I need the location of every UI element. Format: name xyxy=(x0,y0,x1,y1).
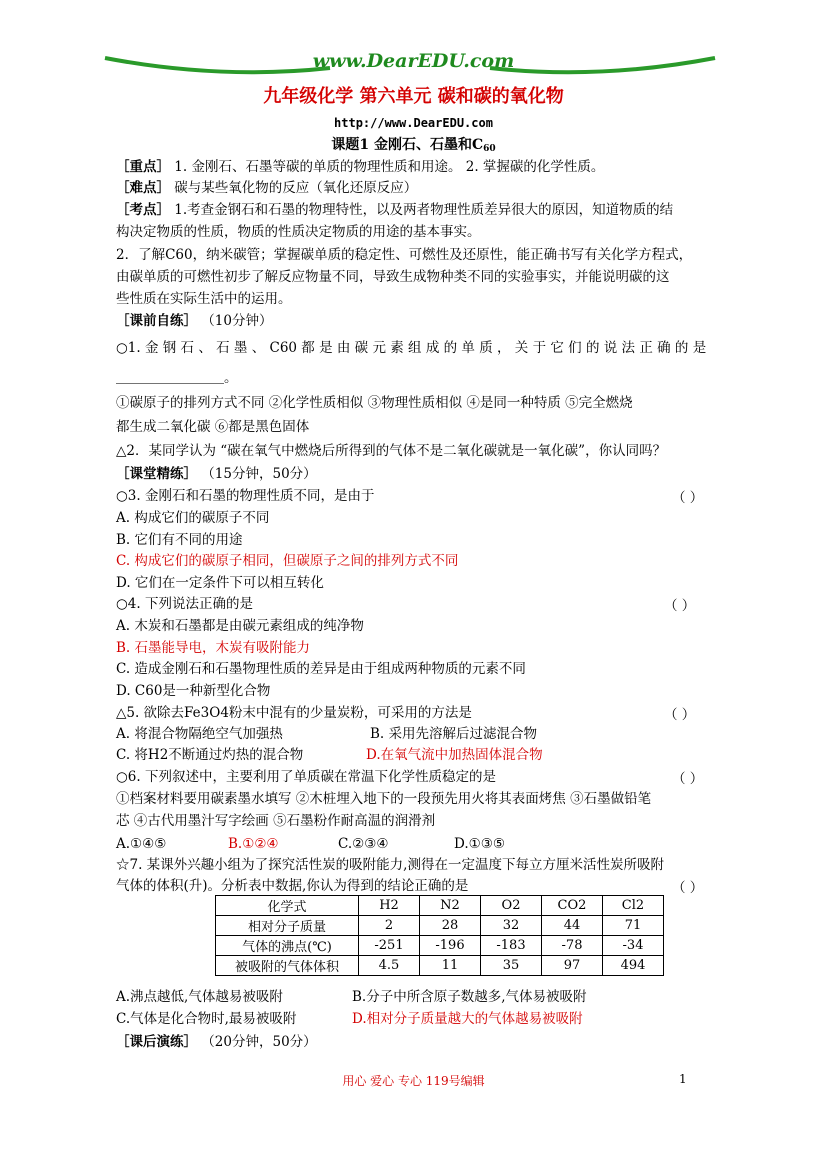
table-cell: 11 xyxy=(420,956,481,976)
exam-text-line: 构决定物质的性质，物质的性质决定物质的用途的基本事实。 xyxy=(116,224,481,240)
question-2: △2．某同学认为 “碳在氧气中燃烧后所得到的气体不是二氧化碳就是一氧化碳”，你认同吗？ xyxy=(116,443,667,459)
table-row xyxy=(216,956,664,976)
option: B.分子中所含原子数越多,气体易被吸附 xyxy=(352,989,587,1005)
key-points: ［重点］ 1. 金刚石、石墨等碳的单质的物理性质和用途。 2. 掌握碳的化学性质。 xyxy=(116,159,605,175)
question-6: ○6. 下列叙述中，主要利用了单质碳在常温下化学性质稳定的是 xyxy=(116,769,496,785)
section-pre-practice: ［课前自练］ （10分钟） xyxy=(116,313,273,329)
table-cell: CO2 xyxy=(542,896,603,916)
question-3: ○3. 金刚石和石墨的物理性质不同，是由于 xyxy=(116,488,375,504)
table-row xyxy=(216,896,664,916)
site-logo-text: www.DearEDU.com xyxy=(312,50,515,72)
table-cell: 被吸附的气体体积 xyxy=(216,956,359,976)
table-cell: -251 xyxy=(359,936,420,956)
question-1-options: 都生成二氧化碳 ⑥都是黑色固体 xyxy=(116,419,310,435)
page-title: 九年级化学 第六单元 碳和碳的氧化物 xyxy=(263,86,564,107)
option: C.气体是化合物时,最易被吸附 xyxy=(116,1011,297,1027)
difficult-points: ［难点］ 碳与某些氧化物的反应（氧化还原反应） xyxy=(116,180,418,196)
question-1-blank: ＿＿＿＿＿＿＿＿。 xyxy=(116,370,238,386)
answer-paren: （ ） xyxy=(672,771,704,787)
option-answer: B.①②④ xyxy=(228,836,279,852)
answer-paren: （ ） xyxy=(672,880,704,896)
answer-paren: （ ） xyxy=(672,490,704,506)
option: B. 采用先溶解后过滤混合物 xyxy=(370,726,538,742)
exam-text-line: 些性质在实际生活中的运用。 xyxy=(116,291,292,307)
question-5: △5. 欲除去Fe3O4粉末中混有的少量炭粉，可采用的方法是 xyxy=(116,705,472,721)
option: C.②③④ xyxy=(338,836,389,852)
table-cell: O2 xyxy=(481,896,542,916)
option: B. 它们有不同的用途 xyxy=(116,532,243,548)
table-cell: 97 xyxy=(542,956,603,976)
lesson-title: 课题1 金刚石、石墨和$C_{60}$ xyxy=(331,137,496,154)
table-cell: 28 xyxy=(420,916,481,936)
table-cell: H2 xyxy=(359,896,420,916)
table-cell: 相对分子质量 xyxy=(216,916,359,936)
option-answer: C. 构成它们的碳原子相同，但碳原子之间的排列方式不同 xyxy=(116,553,459,569)
option-answer: D.相对分子质量越大的气体越易被吸附 xyxy=(352,1011,583,1027)
adsorption-table xyxy=(215,895,664,976)
option: C. 造成金刚石和石墨物理性质的差异是由于组成两种物质的元素不同 xyxy=(116,661,526,677)
table-cell: 32 xyxy=(481,916,542,936)
question-6-text: 芯 ④古代用墨汁写字绘画 ⑤石墨粉作耐高温的润滑剂 xyxy=(116,813,436,829)
question-4: ○4. 下列说法正确的是 xyxy=(116,596,253,612)
table-cell: 35 xyxy=(481,956,542,976)
exam-text-line: 由碳单质的可燃性初步了解反应物量不同，导致生成物种类不同的实验事实，并能说明碳的这 xyxy=(116,269,670,285)
table-cell: -78 xyxy=(542,936,603,956)
table-row xyxy=(216,916,664,936)
option: D.①③⑤ xyxy=(454,836,505,852)
site-url: http://www.DearEDU.com xyxy=(334,116,493,130)
exam-points: ［考点］ 1.考查金钢石和石墨的物理特性，以及两者物理性质差异很大的原因，知道物质的结 xyxy=(116,202,674,218)
question-6-text: ①档案材料要用碳素墨水填写 ②木桩埋入地下的一段预先用火将其表面烤焦 ③石墨做铅笔 xyxy=(116,791,652,807)
page-number: 1 xyxy=(679,1072,687,1086)
option: A. 木炭和石墨都是由碳元素组成的纯净物 xyxy=(116,618,364,634)
table-cell: Cl2 xyxy=(603,896,664,916)
table-cell: 4.5 xyxy=(359,956,420,976)
table-cell: 494 xyxy=(603,956,664,976)
option: D. 它们在一定条件下可以相互转化 xyxy=(116,575,324,591)
table-cell: 44 xyxy=(542,916,603,936)
option: A.①④⑤ xyxy=(116,836,167,852)
question-7: ☆7. 某课外兴趣小组为了探究活性炭的吸附能力,测得在一定温度下每立方厘米活性炭所吸附 xyxy=(116,857,664,873)
option: A. 将混合物隔绝空气加强热 xyxy=(116,726,283,742)
page-footer: 用心 爱心 专心 119号编辑 xyxy=(342,1074,485,1088)
question-1: ○1. 金 钢 石 、 石 墨 、 C60 都 是 由 碳 元 素 组 成 的 单 质 ， 关 于 它 们 的 说 法 正 确 的 是 xyxy=(116,340,707,356)
answer-paren: （ ） xyxy=(664,598,696,614)
option-answer: B. 石墨能导电，木炭有吸附能力 xyxy=(116,640,311,656)
section-class-practice: ［课堂精练］ （15分钟，50分） xyxy=(116,466,317,482)
table-cell: 71 xyxy=(603,916,664,936)
table-cell: -183 xyxy=(481,936,542,956)
table-cell: N2 xyxy=(420,896,481,916)
option: A. 构成它们的碳原子不同 xyxy=(116,510,270,526)
question-7: 气体的体积(升)。分析表中数据,你认为得到的结论正确的是 xyxy=(116,878,469,894)
exam-text-line: 2．了解C60，纳米碳管；掌握碳单质的稳定性、可燃性及还原性，能正确书写有关化学方程式， xyxy=(116,247,693,263)
table-cell: 2 xyxy=(359,916,420,936)
question-1-options: ①碳原子的排列方式不同 ②化学性质相似 ③物理性质相似 ④是同一种特质 ⑤完全燃烧 xyxy=(116,395,633,411)
section-after-practice: ［课后演练］ （20分钟，50分） xyxy=(116,1034,317,1050)
table-row xyxy=(216,936,664,956)
table-cell: -34 xyxy=(603,936,664,956)
table-cell: 化学式 xyxy=(216,896,359,916)
option: D. C60是一种新型化合物 xyxy=(116,683,271,699)
option-answer: D.在氧气流中加热固体混合物 xyxy=(366,747,543,763)
option: A.沸点越低,气体越易被吸附 xyxy=(116,989,283,1005)
answer-paren: （ ） xyxy=(664,707,696,723)
table-cell: -196 xyxy=(420,936,481,956)
table-cell: 气体的沸点(℃) xyxy=(216,936,359,956)
option: C. 将H2不断通过灼热的混合物 xyxy=(116,747,304,763)
